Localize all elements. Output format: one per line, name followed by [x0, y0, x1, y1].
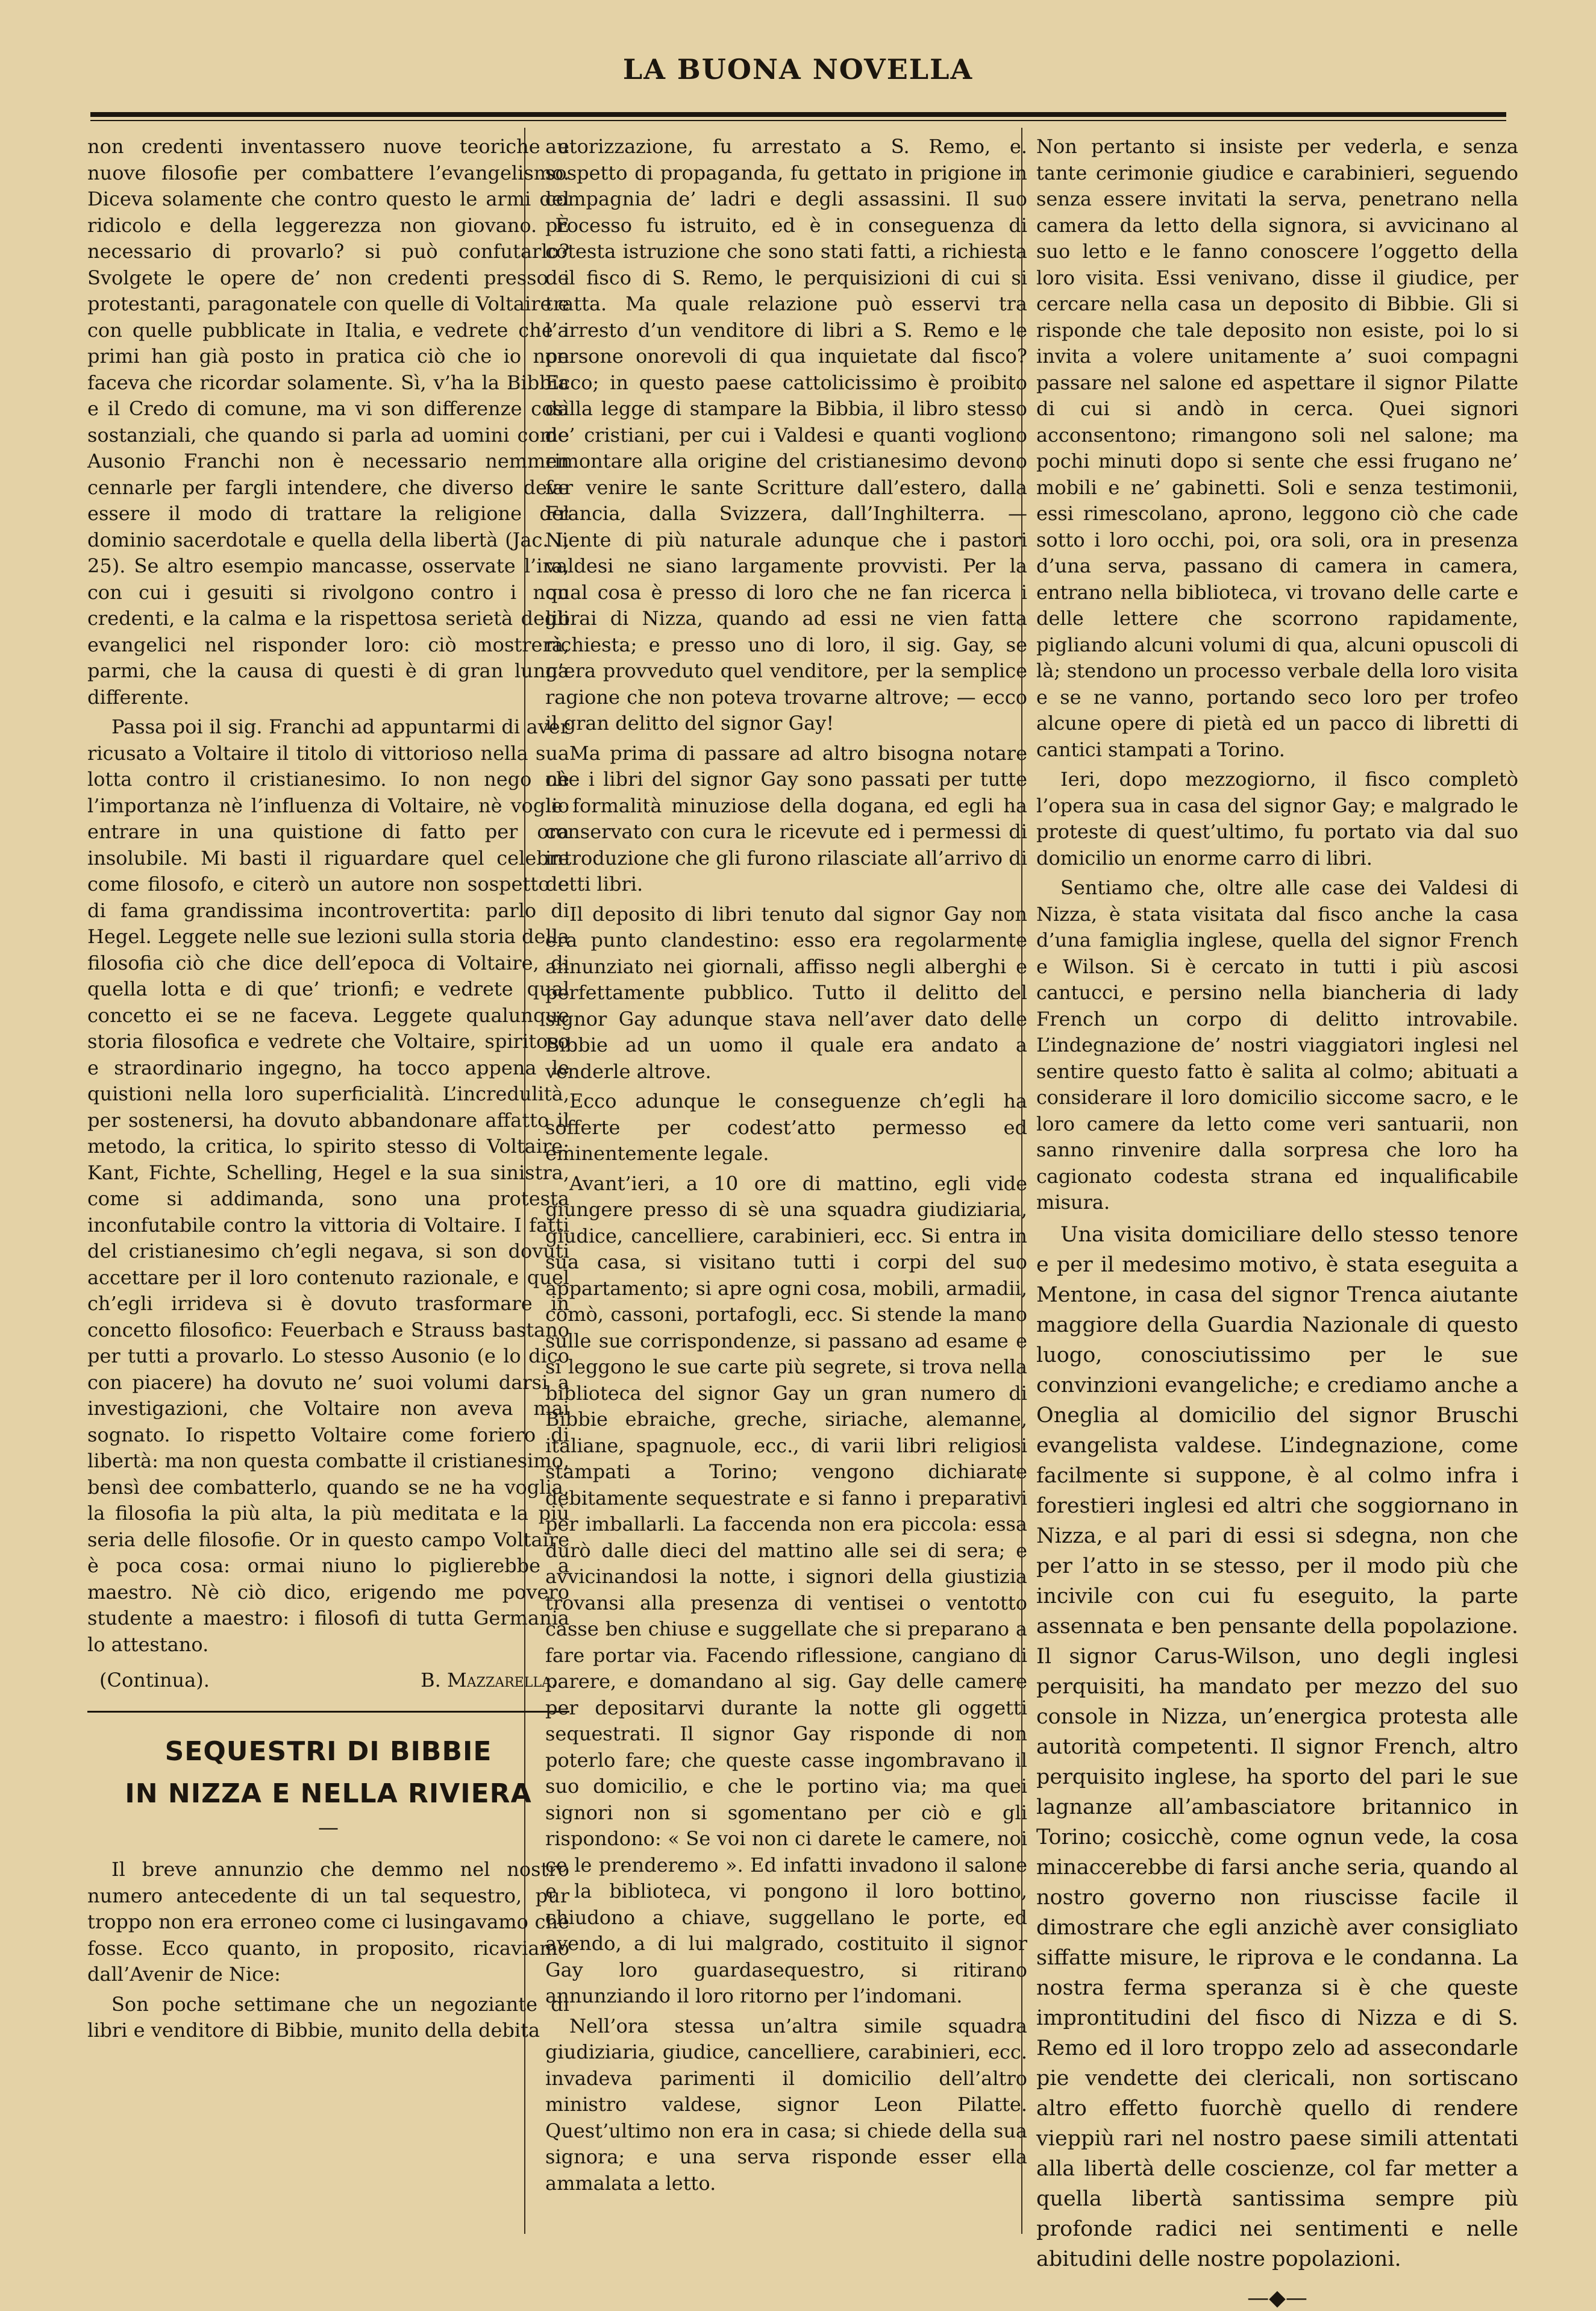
article-paragraph: Sentiamo che, oltre alle case dei Valdesi di Nizza, è stata visitata dal fisco anche la casa d’una famiglia inglese, quella del signor French e Wilson. Si è cercato in tutti i più ascosi cantucci, e persino nella biancheria di lady French un corpo di delitto introvabile. L’indegnazione de’ nostri viaggiatori inglesi nel sentire questo fatto è salita al colmo; abituati a considerare il loro domicilio siccome sacro, e le loro camere da letto come veri santuarii, non sanno rinvenire dalla sorpresa che loro ha cagionato codesta strana ed inqualificabile misura.: [1036, 875, 1518, 1216]
article-paragraph: Non pertanto si insiste per vederla, e senza tante cerimonie giudice e carabinieri, seguendo senza essere invitati la serva, penetrano nella camera da letto della signora, si avvicinano al suo letto e le fanno conoscere l’oggetto della loro visita. Essi venivano, disse il giudice, per cercare nella casa un deposito di Bibbie. Gli si risponde che tale deposito non esiste, poi lo si invita a volere unitamente a’ suoi compagni passare nel salone ed aspettare il signor Pilatte di cui si andò in cerca. Quei signori acconsentono; rimangono soli nel salone; ma pochi minuti dopo si sente che essi frugano ne’ mobili e ne’ gabinetti. Soli e senza testimonii, essi rimescolano, aprono, leggono ciò che cade sotto i loro occhi, poi, ora soli, ora in presenza d’una serva, passano di camera in camera, entrano nella biblioteca, vi trovano delle carte e delle lettere che scorrono rapidamente, pigliando alcuni volumi di qua, alcuni opuscoli di là; stendono un processo verbale della loro visita e se ne vanno, portando seco loro per trofeo alcune opere di pietà ed un pacco di libretti di cantici stampati a Torino.: [1036, 134, 1518, 763]
signature-line: [87, 1661, 569, 1694]
column-2: [545, 134, 1027, 2255]
article-paragraph: Avant’ieri, a 10 ore di mattino, egli vide giungere presso di sè una squadra giudiziaria, giudice, cancelliere, carabinieri, ecc. Si entra in sua casa, si visitano tutti i corpi del suo appartamento; si apre ogni cosa, mobili, armadii, comò, cassoni, portafogli, ecc. Si stende la mano sulle sue corrispondenze, si passano ad esame e si leggono le sue carte più segrete, si trova nella biblioteca del signor Gay un gran numero di Bibbie ebraiche, greche, siriache, alemanne, italiane, spagnuole, ecc., di varii libri religiosi stampati a Torino; vengono dichiarate debitamente sequestrate e si fanno i preparativi per imballarli. La faccenda non era piccola: essa durò dalle dieci del mattino alle sei di sera; e avvicinandosi la notte, i signori della giustizia trovansi alla presenza di ventisei o ventotto casse ben chiuse e suggellate che si preparano a fare portar via. Facendo riflessione, cangiano di parere, e domandano al sig. Gay delle camere per depositarvi durante la notte gli oggetti sequestrati. Il signor Gay risponde di non poterlo fare; che queste casse ingombravano il suo domicilio, e che le portino via; ma quei signori non si sgomentano per ciò e gli rispondono: « Se voi non ci darete le camere, noi ce le prenderemo ». Ed infatti invadono il salone e la biblioteca, vi pongono il loro bottino, chiudono a chiave, suggellano le porte, ed avendo, a di lui malgrado, costituito il signor Gay loro guardasequestro, si ritirano annunziando il loro ritorno per l’indomani.: [545, 1171, 1027, 2010]
article-paragraph: non credenti inventassero nuove teoriche e nuove filosofie per combattere l’evangelismo. Diceva solamente che contro questo le armi del ridicolo e della leggerezza non giovano. È necessario di provarlo? si può confutarlo? Svolgete le opere de’ non credenti presso i protestanti, paragonatele con quelle di Voltaire e con quelle pubblicate in Italia, e vedrete che i primi han già posto in pratica ciò che io non faceva che ricordar solamente. Sì, v’ha la Bibbia e il Credo di comune, ma vi son differenze così sostanziali, che quando si parla ad uomini come Ausonio Franchi non è necessario nemmen cennarle per fargli intendere, che diverso deve essere il modo di trattare la religione del dominio sacerdotale e quella della libertà (Jac. I, 25). Se altro esempio mancasse, osservate l’ira, con cui i gesuiti si rivolgono contro i non credenti, e la calma e la rispettosa serietà degli evangelici nel risponder loro: ciò mostrerà, parmi, che la causa di questi è di gran lunga differente.: [87, 134, 569, 710]
article-paragraph: Il deposito di libri tenuto dal signor Gay non era punto clandestino: esso era regolarmente annunziato nei giornali, affisso negli alberghi e perfettamente pubblico. Tutto il delitto del signor Gay adunque stava nell’aver dato delle Bibbie ad un uomo il quale era andato a venderle altrove.: [545, 902, 1027, 1085]
article-paragraph: Ma prima di passare ad altro bisogna notare che i libri del signor Gay sono passati per tutte le formalità minuziose della dogana, ed egli ha conservato con cura le ricevute ed i permessi di introduzione che gli furono rilasciate all’arrivo di detti libri.: [545, 741, 1027, 898]
section-title-line-2: IN NIZZA E NELLA RIVIERA: [87, 1773, 569, 1815]
author-signature: B. Mazzarella.: [421, 1667, 557, 1694]
column-3: [1036, 134, 1518, 2255]
article-paragraph: Ieri, dopo mezzogiorno, il fisco completò l’opera sua in casa del signor Gay; e malgrado le proteste di quest’ultimo, fu portato via dal suo domicilio un enorme carro di libri.: [1036, 767, 1518, 871]
title-dash: —: [87, 1815, 569, 1842]
article-paragraph: Una visita domiciliare dello stesso tenore e per il medesimo motivo, è stata eseguita a Mentone, in casa del signor Trenca aiutante maggiore della Guardia Nazionale di questo luogo, conosciutissimo per le sue convinzioni evangeliche; e crediamo anche a Oneglia al domicilio del signor Bruschi evangelista valdese. L’indegnazione, come facilmente si suppone, è al colmo infra i forestieri inglesi ed altri che soggiornano in Nizza, e al pari di essi si sdegna, non che per l’atto in se stesso, per il modo più che incivile con cui fu eseguito, la parte assennata e ben pensante della popolazione. Il signor Carus-Wilson, uno degli inglesi perquisiti, ha mandato per mezzo del suo console in Nizza, un’energica protesta alle autorità competenti. Il signor French, altro perquisito inglese, ha sporto del pari le sue lagnanze all’ambasciatore britannico in Torino; cosicchè, come ognun vede, la cosa minaccerebbe di farsi anche seria, quando al nostro governo non riuscisse facile il dimostrare che egli anzichè aver consigliato siffatte misure, le riprova e le condanna. La nostra ferma speranza si è che queste improntitudini del fisco di Nizza e di S. Remo ed il loro troppo zelo ad assecondarle pie vendette dei clericali, non sortiscano altro effetto fuorchè quello di rendere vieppiù rari nel nostro paese simili attentati alla libertà delle coscienze, col far metter a quella libertà santissima sempre più profonde radici nei sentimenti e nelle abitudini delle nostre popolazioni.: [1036, 1220, 1518, 2274]
column-1: [87, 134, 569, 2255]
section-divider: [87, 1711, 569, 1713]
article-paragraph: Il breve annunzio che demmo nel nostro numero antecedente di un tal sequestro, pur troppo non era erroneo come ci lusingavamo che fosse. Ecco quanto, in proposito, ricaviamo dall’Avenir de Nice:: [87, 1857, 569, 1988]
end-ornament: —◆—: [1036, 2285, 1518, 2311]
article-paragraph: Nell’ora stessa un’altra simile squadra giudiziaria, giudice, cancelliere, carabinieri, ecc. invadeva parimenti il domicilio dell’altro ministro valdese, signor Leon Pilatte. Quest’ultimo non era in casa; si chiede della sua signora; e una serva risponde esser ella ammalata a letto.: [545, 2013, 1027, 2197]
article-paragraph: Ecco adunque le conseguenze ch’egli ha sofferte per codest’atto permesso ed eminentemente legale.: [545, 1088, 1027, 1167]
article-paragraph: autorizzazione, fu arrestato a S. Remo, e. sospetto di propaganda, fu gettato in prigione in compagnia de’ ladri e degli assassini. Il suo processo fu istruito, ed è in conseguenza di cotesta istruzione che sono stati fatti, a richiesta del fisco di S. Remo, le perquisizioni di cui si tratta. Ma quale relazione può esservi tra l’arresto d’un venditore di libri a S. Remo e le persone onorevoli di qua inquietate dal fisco? Ecco; in questo paese cattolicissimo è proibito dalla legge di stampare la Bibbia, il libro stesso de’ cristiani, per cui i Valdesi e quanti vogliono rimontare alla origine del cristianesimo devono far venire le sante Scritture dall’estero, dalla Francia, dalla Svizzera, dall’Inghilterra. — Niente di più naturale adunque che i pastori valdesi ne siano largamente provvisti. Per la qual cosa è presso di loro che ne fan ricerca i librai di Nizza, quando ad essi ne vien fatta richiesta; e presso uno di loro, il sig. Gay, se n’era provveduto quel venditore, per la semplice ragione che non poteva trovarne altrove; — ecco il gran delitto del signor Gay!: [545, 134, 1027, 737]
section-title-line-1: SEQUESTRI DI BIBBIE: [87, 1731, 569, 1773]
header-rule-thin: [90, 120, 1506, 121]
continua-note: (Continua).: [99, 1667, 210, 1694]
article-paragraph: Son poche settimane che un negoziante di libri e venditore di Bibbie, munito della debita: [87, 1992, 569, 2044]
article-paragraph: Passa poi il sig. Franchi ad appuntarmi di aver ricusato a Voltaire il titolo di vittorioso nella sua lotta contro il cristianesimo. Io non nego nè l’importanza nè l’influenza di Voltaire, nè voglio entrare in una quistione di fatto per ora insolubile. Mi basti il riguardare quel celebre come filosofo, e citerò un autore non sospetto e di fama grandissima incontrovertita: parlo di Hegel. Leggete nelle sue lezioni sulla storia della filosofia ciò che dice dell’epoca di Voltaire, di quella lotta e di que’ trionfi; e vedrete qual concetto ei se ne faceva. Leggete qualunque storia filosofica e vedrete che Voltaire, spiritoso e straordinario ingegno, ha tocco appena le quistioni nella loro superficialità. L’incredulità, per sostenersi, ha dovuto abbandonare affatto il metodo, la critica, lo spirito stesso di Voltaire: Kant, Fichte, Schelling, Hegel e la sua sinistra, come si addimanda, sono una protesta inconfutabile contro la vittoria di Voltaire. I fatti del cristianesimo ch’egli negava, si son dovuti accettare per il loro contenuto razionale, e quel ch’egli irrideva si è dovuto trasformare in concetto filosofico: Feuerbach e Strauss bastano per tutti a provarlo. Lo stesso Ausonio (e lo dico con piacere) ha dovuto ne’ suoi volumi darsi a investigazioni, che Voltaire non aveva mai sognato. Io rispetto Voltaire come foriero di libertà: ma non questa combatte il cristianesimo, bensì dee combatterlo, quando se ne ha voglia, la filosofia la più alta, la più meditata e la più seria delle filosofie. Or in questo campo Voltaire è poca cosa: ormai niuno lo piglierebbe a maestro. Nè ciò dico, erigendo me povero studente a maestro: i filosofi di tutta Germania lo attestano.: [87, 714, 569, 1658]
masthead-title: LA BUONA NOVELLA: [0, 53, 1596, 86]
header-rule-thick: [90, 112, 1506, 117]
